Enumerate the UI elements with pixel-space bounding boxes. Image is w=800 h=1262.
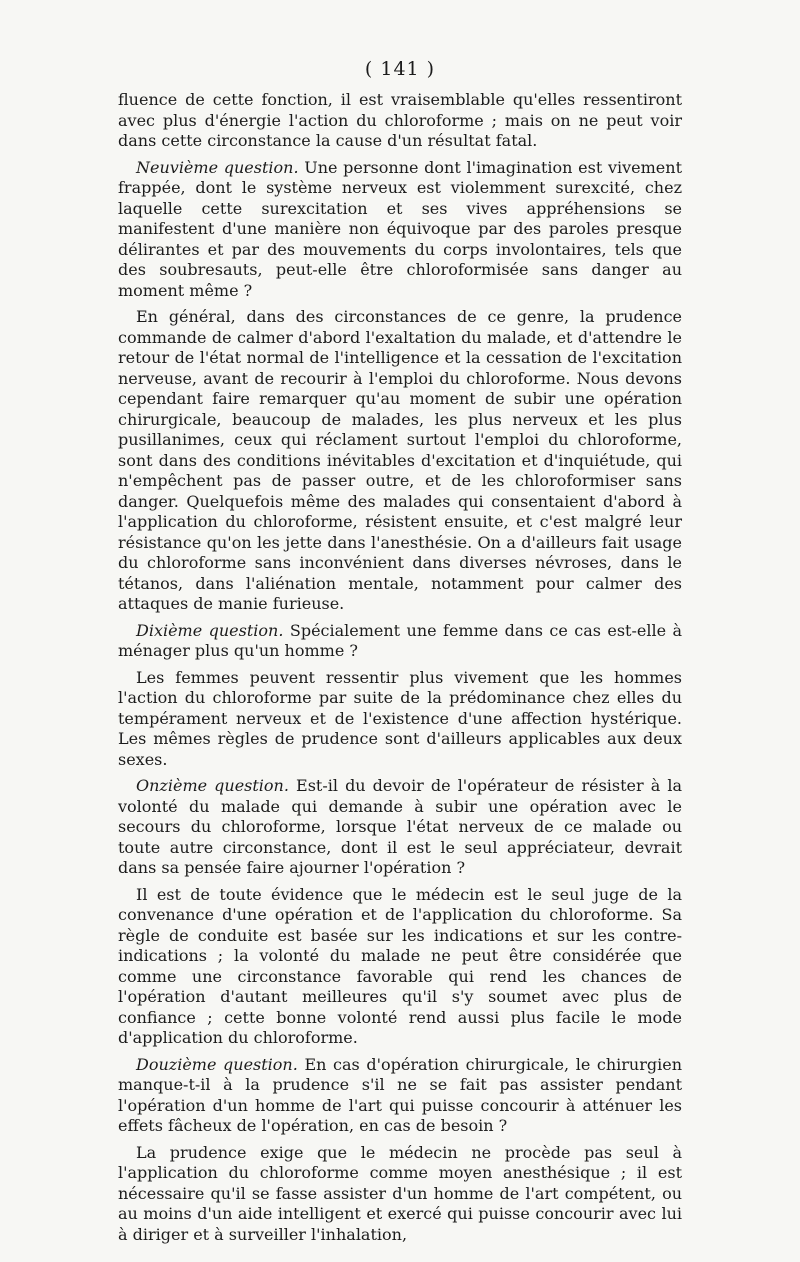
page-number: ( 141 ) [364,58,436,80]
paragraph-text: En général, dans des circonstances de ce genre, la prudence commande de calmer d'abord l'exaltation du malade, et d'attendre le retour de l'état normal de l'intelligence et la cessation de l'excitation nerveuse, avant de recourir à l'emploi du chloroforme. Nous devons cependant faire remarquer qu'au moment de subir une opération chirurgicale, beaucoup de malades, les plus nerveux et les plus pusillanimes, ceux qui réclament surtout l'emploi du chloroforme, sont dans des conditions inévitables d'excitation et d'inquiétude, qui n'empêchent pas de passer outre, et de les chloroformiser sans danger. Quelquefois même des malades qui consentaient d'abord à l'application du chloroforme, résistent ensuite, et c'est malgré leur résistance qu'on les jette dans l'anesthésie. On a d'ailleurs fait usage du chloroforme sans inconvénient dans diverses névroses, dans le tétanos, dans l'aliénation mentale, notamment pour calmer des attaques de manie furieuse. [118,307,682,613]
paragraph-answer-12 [118,1143,682,1246]
paragraph-answer-9 [118,307,682,615]
paragraph-answer-11 [118,885,682,1049]
question-label: Neuvième question. [136,157,299,177]
paragraph-question-12 [118,1055,682,1137]
question-label: Douzième question. [136,1054,298,1074]
paragraph-text: Est-il du devoir de l'opérateur de résister à la volonté du malade qui demande à subir une opération avec le secours du chloroforme, lorsque l'état nerveux de ce malade ou toute autre circonstance, dont il est le seul appréciateur, devrait dans sa pensée faire ajourner l'opération ? [118,776,682,877]
paragraph-question-10 [118,621,682,662]
paragraph-text: La prudence exige que le médecin ne procède pas seul à l'application du chloroforme comme moyen anesthésique ; il est nécessaire qu'il se fasse assister d'un homme de l'art compétent, ou au moins d'un aide intelligent et exercé qui puisse concourir avec lui à diriger et à surveiller l'inhalation, [118,1142,682,1244]
paragraph-text: fluence de cette fonction, il est vraisemblable qu'elles ressentiront avec plus d'énergie l'action du chloroforme ; mais on ne peut voir dans cette circonstance la cause d'un résultat fatal. [118,90,682,150]
paragraph-text: Il est de toute évidence que le médecin est le seul juge de la convenance d'une opération et de l'application du chloroforme. Sa règle de conduite est basée sur les indications et sur les contre-indications ; la volonté du malade ne peut être considérée que comme une circonstance favorable qui rend les chances de l'opération d'autant meilleures qu'il s'y soumet avec plus de confiance ; cette bonne volonté rend aussi plus facile le mode d'application du chloroforme. [118,884,682,1047]
paragraph-text: Spécialement une femme dans ce cas est-elle à ménager plus qu'un homme ? [118,620,683,660]
paragraph-question-9 [118,158,682,302]
paragraph-answer-10 [118,668,682,771]
paragraph-question-11 [118,776,682,879]
paragraph-text: En cas d'opération chirurgicale, le chirurgien manque-t-il à la prudence s'il ne se fait pas assister pendant l'opération d'un homme de l'art qui puisse concourir à atténuer les effets fâcheux de l'opération, en cas de besoin ? [118,1054,683,1135]
question-label: Dixième question. [136,620,284,640]
question-label: Onzième question. [136,776,289,795]
paragraph-continuation [118,90,682,152]
paragraph-text: Une personne dont l'imagination est vivement frappée, dont le système nerveux est violemment surexcité, chez laquelle cette surexcitation et ses vives appréhensions se manifestent d'une manière non équivoque par des paroles presque délirantes et par des mouvements du corps involontaires, tels que des soubresauts, peut-elle être chloroformisée sans danger au moment même ? [118,157,683,300]
paragraph-text: Les femmes peuvent ressentir plus vivement que les hommes l'action du chloroforme par suite de la prédominance chez elles du tempérament nerveux et de l'existence d'une affection hystérique. Les mêmes règles de prudence sont d'ailleurs applicables aux deux sexes. [118,667,682,769]
